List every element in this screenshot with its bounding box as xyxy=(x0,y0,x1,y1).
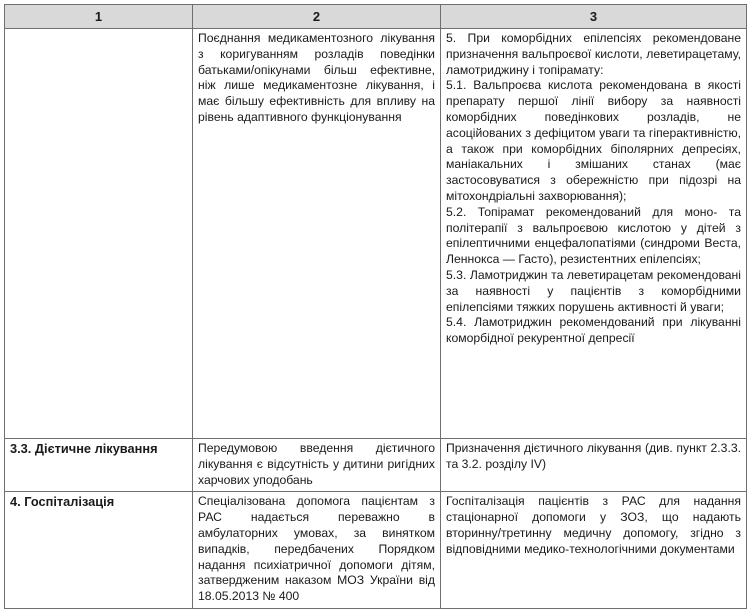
section-cell xyxy=(5,29,193,439)
table-row xyxy=(5,439,747,492)
recommendation-paragraph: 5.4. Ламотриджин рекомендований при лікуванні коморбідної рекурентної депресії xyxy=(446,315,741,346)
recommendation-paragraph: 5. При коморбідних епілепсіях рекомендоване призначення вальпроєвої кислоти, леветирацетаму, ламотриджину і топірамату: xyxy=(446,31,741,77)
recommendation-paragraph: 5.1. Вальпроєва кислота рекомендована в якості препарату першої лінії вибору за наявності коморбідних поведінкових розладів, не асоційованих з дефіцитом уваги та гіперактивністю, а також при коморбідних біполярних депресіях, маніакальних і змішаних станах (має застосовуватися з обережністю при підозрі на мітохондріальні захворювання); xyxy=(446,78,741,203)
column-header-3: 3 xyxy=(441,5,747,29)
document-page xyxy=(4,4,746,609)
column-header-2: 2 xyxy=(193,5,441,29)
recommendation-cell xyxy=(441,29,747,439)
table-row xyxy=(5,492,747,609)
recommendation-paragraph: Призначення дієтичного лікування (див. пункт 2.3.3. та 3.2. розділу IV) xyxy=(446,441,741,471)
recommendation-cell xyxy=(441,439,747,492)
recommendation-paragraph: Госпіталізація пацієнтів з РАС для надання стаціонарної допомоги у ЗОЗ, що надають вторинну/третинну медичну допомогу, згідно з відповідними медико-технологічними документами xyxy=(446,494,741,556)
description-cell: Спеціалізована допомога пацієнтам з РАС надається переважно в амбулаторних умовах, за винятком випадків, передбачених Порядком надання психіатричної допомоги дітям, затвердженим наказом МОЗ України від 18.05.2013 № 400 xyxy=(193,492,441,609)
description-cell: Поєднання медикаментозного лікування з коригуванням розладів поведінки батьками/опікунами більш ефективне, ніж лише медикаментозне лікування, і має більшу ефективність для впливу на рівень адаптивного функціонування xyxy=(193,29,441,439)
section-cell: 4. Госпіталізація xyxy=(5,492,193,609)
recommendation-paragraph: 5.3. Ламотриджин та леветирацетам рекомендовані за наявності у пацієнтів з коморбідними епілепсіями тяжких порушень активності й уваги; xyxy=(446,267,741,314)
column-header-1: 1 xyxy=(5,5,193,29)
description-cell: Передумовою введення дієтичного лікування є відсутність у дитини ригідних харчових уподобань xyxy=(193,439,441,492)
table-row xyxy=(5,29,747,439)
section-cell: 3.3. Дієтичне лікування xyxy=(5,439,193,492)
table-header-row xyxy=(5,5,747,29)
recommendation-cell xyxy=(441,492,747,609)
recommendation-paragraph: 5.2. Топірамат рекомендований для моно- та політерапії з вальпроєвою кислотою у дітей з епілептичними енцефалопатіями (синдроми Веста, Леннокса — Гасто), резистентних епілепсіях; xyxy=(446,204,741,267)
treatment-table xyxy=(4,4,747,609)
